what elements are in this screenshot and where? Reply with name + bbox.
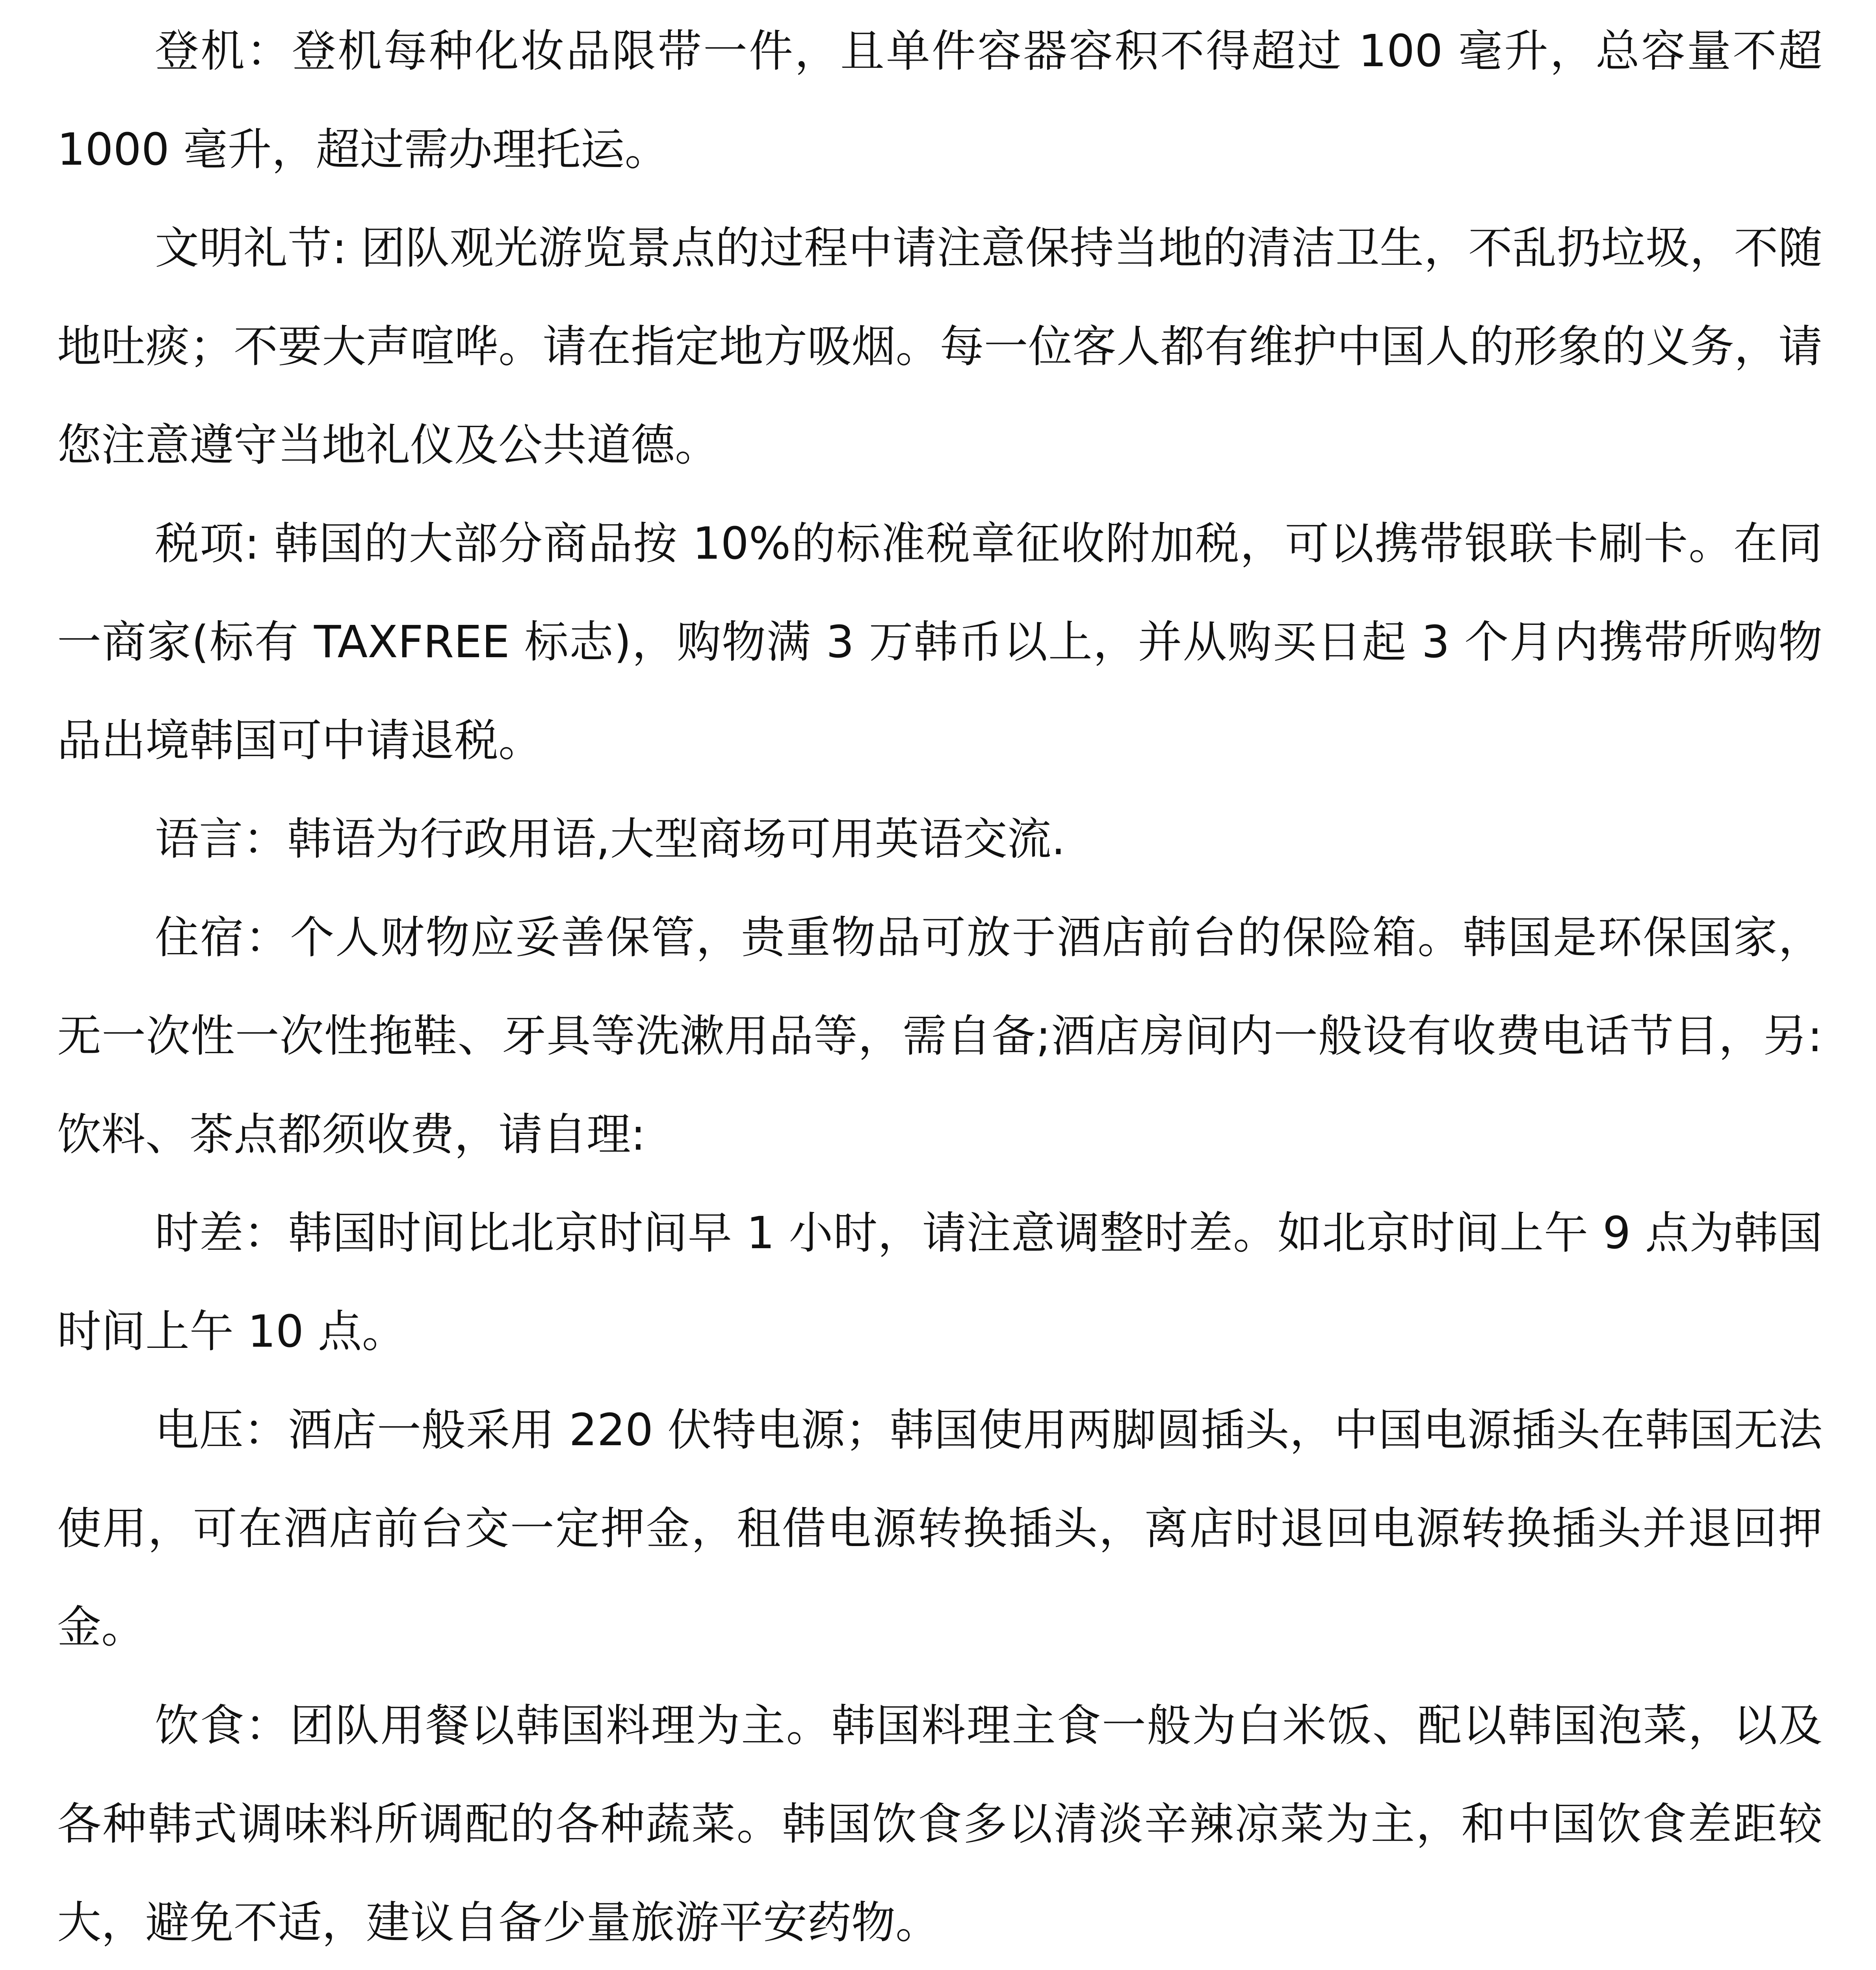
paragraph-label: 文明礼节: (155, 223, 361, 274)
paragraph-label: 时差： (155, 1208, 288, 1259)
paragraph-language (57, 790, 1822, 888)
paragraph-label: 登机： (155, 26, 292, 77)
paragraph-label: 税项: (155, 518, 274, 569)
paragraph-text: 登机每种化妆品限带一件，且单件容器容积不得超过 100 毫升，总容量不超 1000 毫升，超过需办理托运。 (57, 26, 1823, 175)
paragraph-label: 住宿： (155, 912, 290, 963)
paragraph-text: 酒店一般采用 220 伏特电源；韩国使用两脚圆插头，中国电源插头在韩国无法使用，可在酒店前台交一定押金，租借电源转换插头，离店时退回电源转换插头并退回押金。 (57, 1405, 1823, 1653)
paragraph-tax (57, 494, 1822, 790)
paragraph-label: 语言： (155, 814, 287, 865)
paragraph-text: 韩语为行政用语,大型商场可用英语交流. (287, 814, 1066, 865)
paragraph-time-difference (57, 1184, 1822, 1381)
paragraph-text: 个人财物应妥善保管，贵重物品可放于酒店前台的保险箱。韩国是环保国家，无一次性一次性拖鞋、牙具等洗漱用品等，需自备;酒店房间内一般设有收费电话节目，另:饮料、茶点都须收费，请自理: (57, 912, 1823, 1160)
paragraph-text: 韩国的大部分商品按 10%的标准税章征收附加税，可以携带银联卡刷卡。在同一商家(标有 TAXFREE 标志)，购物满 3 万韩币以上，并从购买日起 3 个月内携带所购物品出境韩国可中请退税。 (57, 518, 1822, 766)
paragraph-label: 饮食： (155, 1700, 290, 1751)
paragraph-text: 团队用餐以韩国料理为主。韩国料理主食一般为白米饭、配以韩国泡菜，以及各种韩式调味料所调配的各种蔬菜。韩国饮食多以清淡辛辣凉菜为主，和中国饮食差距较大，避免不适，建议自备少量旅游平安药物。 (57, 1700, 1823, 1948)
paragraph-text: 韩国时间比北京时间早 1 小时，请注意调整时差。如北京时间上午 9 点为韩国时间上午 10 点。 (57, 1208, 1823, 1357)
paragraph-voltage (57, 1381, 1822, 1676)
paragraph-boarding (57, 2, 1822, 199)
paragraph-text: 团队观光游览景点的过程中请注意保持当地的清洁卫生，不乱扔垃圾，不随地吐痰；不要大声喧哗。请在指定地方吸烟。每一位客人都有维护中国人的形象的义务，请您注意遵守当地礼仪及公共道德。 (57, 223, 1822, 471)
paragraph-food (57, 1676, 1822, 1970)
paragraph-label: 电压： (155, 1405, 288, 1456)
paragraph-accommodation (57, 888, 1822, 1184)
paragraph-etiquette (57, 199, 1822, 494)
